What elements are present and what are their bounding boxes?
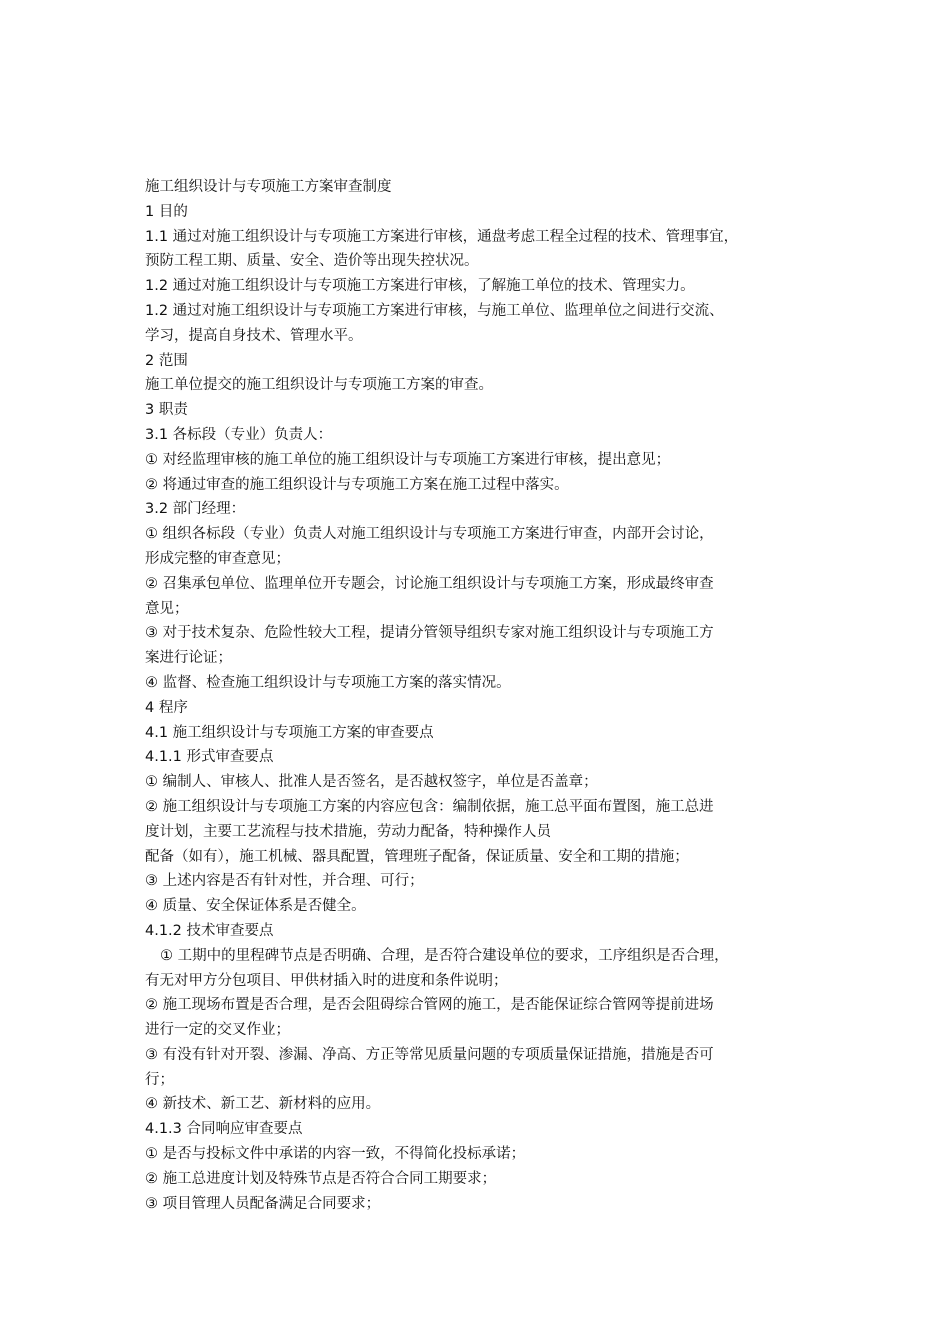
section-heading: 4 程序	[145, 699, 188, 716]
list-item: ② 将通过审查的施工组织设计与专项施工方案在施工过程中落实。	[145, 476, 569, 493]
list-item: ① 组织各标段（专业）负责人对施工组织设计与专项施工方案进行审查，内部开会讨论，	[145, 526, 714, 543]
list-item-continuation: 意见；	[145, 600, 189, 617]
subsection-heading: 4.1.2 技术审查要点	[145, 922, 274, 939]
list-item: ④ 新技术、新工艺、新材料的应用。	[145, 1096, 381, 1113]
section-heading: 3 职责	[145, 402, 188, 419]
list-item-continuation: 有无对甲方分包项目、甲供材插入时的进度和条件说明；	[145, 972, 508, 989]
document-body	[145, 175, 813, 1216]
paragraph-line: 1.2 通过对施工组织设计与专项施工方案进行审核，与施工单位、监理单位之间进行交流、	[145, 302, 724, 319]
list-item-continuation: 配备（如有），施工机械、器具配置，管理班子配备，保证质量、安全和工期的措施；	[145, 848, 689, 865]
list-item: ② 施工总进度计划及特殊节点是否符合合同工期要求；	[145, 1170, 497, 1187]
list-item: ② 施工现场布置是否合理，是否会阻碍综合管网的施工，是否能保证综合管网等提前进场	[145, 997, 714, 1014]
list-item: ③ 项目管理人员配备满足合同要求；	[145, 1195, 381, 1212]
section-heading: 2 范围	[145, 352, 188, 369]
paragraph-line: 学习，提高自身技术、管理水平。	[145, 327, 363, 344]
list-item: ① 对经监理审核的施工单位的施工组织设计与专项施工方案进行审核，提出意见；	[145, 451, 671, 468]
list-item-continuation: 进行一定的交叉作业；	[145, 1022, 290, 1039]
paragraph-line: 预防工程工期、质量、安全、造价等出现失控状况。	[145, 253, 479, 270]
document-title: 施工组织设计与专项施工方案审查制度	[145, 179, 392, 195]
subsection-heading: 3.1 各标段（专业）负责人：	[145, 426, 333, 443]
list-item: ③ 上述内容是否有针对性，并合理、可行；	[145, 873, 424, 890]
list-item: ② 召集承包单位、监理单位开专题会，讨论施工组织设计与专项施工方案，形成最终审查	[145, 575, 714, 592]
list-item: ④ 质量、安全保证体系是否健全。	[145, 898, 366, 915]
list-item: ④ 监督、检查施工组织设计与专项施工方案的落实情况。	[145, 674, 511, 691]
subsection-heading: 3.2 部门经理：	[145, 501, 246, 518]
subsection-heading: 4.1 施工组织设计与专项施工方案的审查要点	[145, 724, 434, 741]
list-item: ② 施工组织设计与专项施工方案的内容应包含：编制依据，施工总平面布置图，施工总进	[145, 798, 714, 815]
list-item: ① 编制人、审核人、批准人是否签名，是否越权签字，单位是否盖章；	[145, 774, 598, 791]
paragraph-line: 施工单位提交的施工组织设计与专项施工方案的审查。	[145, 377, 493, 394]
list-item: ① 是否与投标文件中承诺的内容一致，不得简化投标承诺；	[145, 1146, 526, 1163]
list-item-continuation: 行；	[145, 1071, 174, 1088]
list-item-continuation: 度计划，主要工艺流程与技术措施，劳动力配备，特种操作人员	[145, 823, 551, 840]
list-item: ③ 有没有针对开裂、渗漏、净高、方正等常见质量问题的专项质量保证措施，措施是否可	[145, 1046, 714, 1063]
subsection-heading: 4.1.3 合同响应审查要点	[145, 1121, 303, 1138]
list-item: ① 工期中的里程碑节点是否明确、合理，是否符合建设单位的要求，工序组织是否合理，	[160, 947, 729, 964]
section-heading: 1 目的	[145, 203, 188, 220]
list-item-continuation: 形成完整的审查意见；	[145, 550, 290, 567]
paragraph-line: 1.2 通过对施工组织设计与专项施工方案进行审核，了解施工单位的技术、管理实力。	[145, 278, 695, 295]
list-item-continuation: 案进行论证；	[145, 650, 232, 667]
list-item: ③ 对于技术复杂、危险性较大工程，提请分管领导组织专家对施工组织设计与专项施工方	[145, 625, 714, 642]
paragraph-line: 1.1 通过对施工组织设计与专项施工方案进行审核，通盘考虑工程全过程的技术、管理事宜，	[145, 228, 739, 245]
subsection-heading: 4.1.1 形式审查要点	[145, 749, 274, 766]
